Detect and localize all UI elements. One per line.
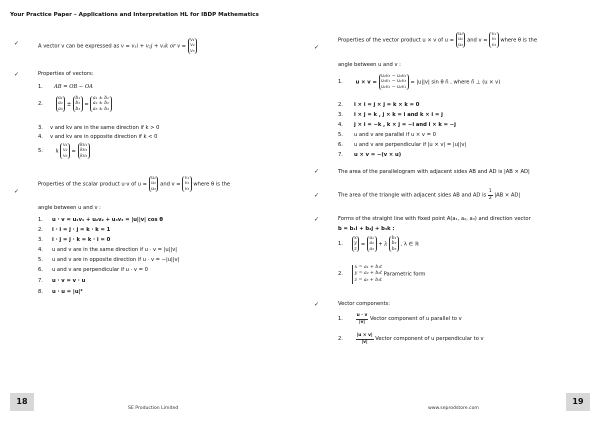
triangle-area: The area of the triangle with adjacent sides AB and AD is $\frac{1}{2}$ |AB × AD| <box>338 189 521 201</box>
right-page <box>300 0 600 424</box>
scalar-item: 7. u · v = v · u <box>38 278 86 284</box>
check-icon: ✓ <box>314 301 320 308</box>
scalar-item: 3. i · j = j · k = k · i = 0 <box>38 237 111 243</box>
component-item: 2. $\frac{|u \times v|}{|v|}$ Vector component of u perpendicular to v <box>338 333 484 345</box>
vector-item: 3. i × j = k , j × k = i and k × i = j <box>338 112 443 118</box>
direction-vector: b = b₁i + b₂j + b₃k : <box>338 226 395 232</box>
section-title: Vector components: <box>338 301 390 307</box>
vector-item: 5. u and v are parallel if u × v = 0 <box>338 132 436 138</box>
vector-expression: A vector v can be expressed as v = v₁i + v₂j + v₃k or v = v₁ v₂ v₃ <box>38 38 197 54</box>
section-title: Properties of vectors: <box>38 71 94 77</box>
angle-text: angle between u and v : <box>38 205 101 211</box>
angle-text: angle between u and v : <box>338 62 401 68</box>
scalar-item: 5. u and v are in opposite direction if u · v = −|u||v| <box>38 257 180 263</box>
check-icon: ✓ <box>314 192 320 199</box>
footer-text: www.seprodstore.com <box>428 406 479 411</box>
vector-item: 2. i × i = j × j = k × k = 0 <box>338 102 420 108</box>
line-forms-intro: Forms of the straight line with fixed point A(a₁, a₂, a₃) and direction vector <box>338 216 531 222</box>
check-icon: ✓ <box>314 44 320 51</box>
scalar-item: 1. u · v = u₁v₁ + u₂v₂ + u₃v₃ = |u||v| cos θ <box>38 217 163 223</box>
check-icon: ✓ <box>314 168 320 175</box>
property-item: 2. a₁ a₂ a₃ ± b₁ b₂ b₃ = a₁ ± b₁ a₂ ± b₂ a₃ ± b₃ <box>38 96 112 112</box>
check-icon: ✓ <box>14 188 20 195</box>
parallelogram-area: The area of the parallelogram with adjacent sides AB and AD is |AB × AD| <box>338 169 530 175</box>
scalar-product-intro: Properties of the scalar product u·v of u = u₁ u₂ u₃ and v = v₁ v₂ v₃ where θ is the <box>38 176 231 192</box>
scalar-item: 8. u · u = |u|² <box>38 289 83 295</box>
vector-item: 7. u × v = −(v × u) <box>338 152 402 158</box>
check-icon: ✓ <box>14 71 20 78</box>
footer-text: SE Production Limited <box>128 406 179 411</box>
property-item: 5. k v₁ v₂ v₃ = kv₁ kv₂ kv₃ <box>38 143 90 159</box>
component-item: 1. $\frac{u \cdot v}{|v|}$ Vector component of u parallel to v <box>338 313 462 325</box>
scalar-item: 6. u and v are perpendicular if u · v = 0 <box>38 267 148 273</box>
page-header: Your Practice Paper – Applications and Interpretation HL for IBDP Mathematics <box>10 12 259 18</box>
check-icon: ✓ <box>314 216 320 223</box>
vector-item: 4. j × i = −k , k × j = −i and i × k = −j <box>338 122 456 128</box>
property-item: 1. AB = OB − OA <box>38 84 93 90</box>
parametric-form: 2. x = a₁ + b₁t y = a₂ + b₂t z = a₃ + b₃t Parametric form <box>338 265 426 283</box>
vector-form: 1. x y z = a₁ a₂ a₃ + λ b₁ b₂ b₃ , λ ∈ ℝ <box>338 236 419 252</box>
property-item: 4. v and kv are in opposite direction if k < 0 <box>38 134 158 140</box>
check-icon: ✓ <box>14 40 20 47</box>
scalar-item: 2. i · i = j · j = k · k = 1 <box>38 227 111 233</box>
scalar-item: 4. u and v are in the same direction if u · v = |u||v| <box>38 247 178 253</box>
vector-column: v₁ v₂ v₃ <box>188 38 197 54</box>
vector-item: 6. u and v are perpendicular if |u × v| = |u||v| <box>338 142 467 148</box>
page-number: 18 <box>10 393 34 411</box>
vector-product-intro: Properties of the vector product u × v of u = u₁ u₂ u₃ and v = v₁ v₂ v₃ where θ is the <box>338 32 538 48</box>
vector-item: 1. u × v = u₂v₃ − u₃v₂ u₃v₁ − u₁v₃ u₁v₂ − u₂v₁ = |u||v| sin θ n̂ , where n̂ ⊥ (u × v) <box>338 74 501 90</box>
page-number: 19 <box>566 393 590 411</box>
property-item: 3. v and kv are in the same direction if k > 0 <box>38 125 160 131</box>
